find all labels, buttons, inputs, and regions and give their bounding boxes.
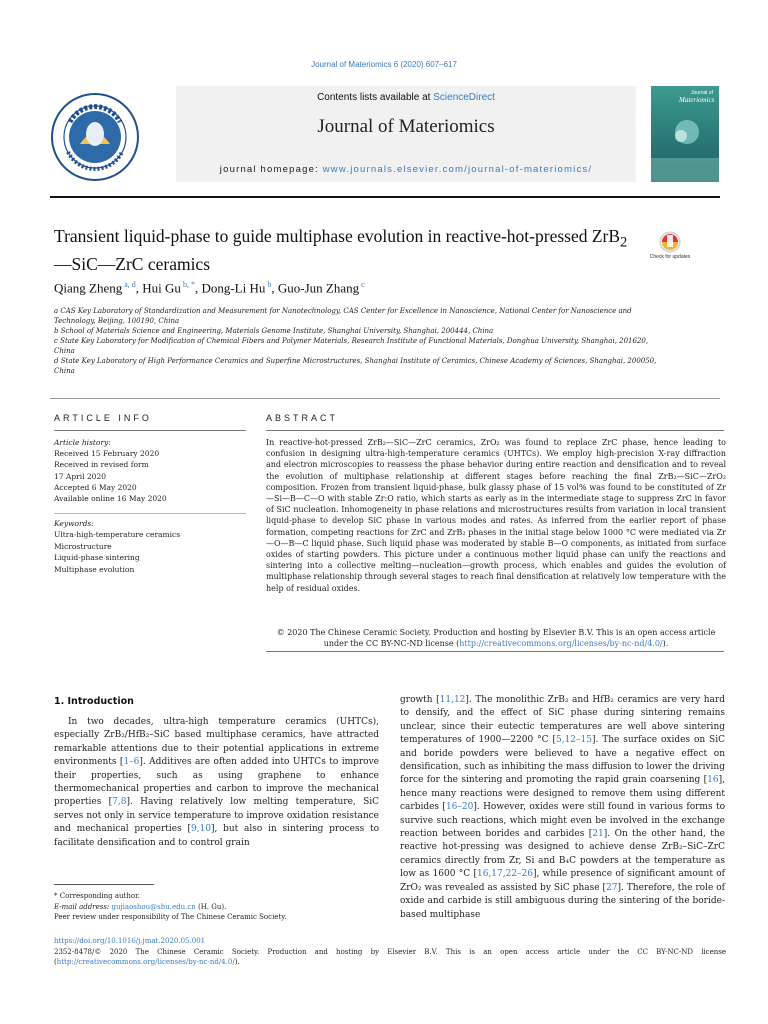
keyword-item: Liquid-phase sintering: [54, 553, 140, 563]
check-for-updates-icon[interactable]: [650, 230, 690, 270]
citation-link[interactable]: 16,17,22–26: [476, 869, 533, 880]
corresponding-author-note: * Corresponding author.: [54, 892, 140, 900]
history-accepted: Accepted 6 May 2020: [54, 482, 137, 492]
abstract-text: In reactive-hot-pressed ZrB₂—SiC—ZrC ceramics, ZrO₂ was found to replace ZrC phase, hence leading to confusion in designing ultra-high-temperature ceramics (UHTCs). We employ high-precision X-ray diffraction and electron microscopies to reassess the phase behavior during entire reaction and densification and to reveal the evolution of multiphase relationship at different stages before reaching the final ZrB₂—SiC—ZrO₂ composition. Frozen from transient liquid-phase, bulk glassy phase of 15 vol% was found to be constituted of Zr—Si—B—C—O with stable Zr:O ratio, which starts as early as in the intermediate stage to suppress ZrC in favor of SiC nucleation. Inhomogeneity in phase relations and microstructures results from variation in local transient liquid-phase to develop SiC phase in various modes and rates. As inferred from the earlier report of phase formation, competing reactions for ZrC and ZrB₂ phases in the initial stage below 1000 °C were mediated via Zr—O—B—C liquid phase. Such liquid phase was moderated by stable B—O components, as initiated from surface oxides of starting powders. This picture under a continuous mother liquid phase can unify the reactions and sintering into a collective melting—nucleation—growth process, which enables and guides the evolution of multiphase relationship through several stages to reach final densification at relatively low temperature with the help of residual oxides.: [266, 438, 726, 593]
author-4[interactable]: Guo-Jun Zhang: [277, 280, 360, 296]
abstract-rule: [266, 430, 724, 431]
citation-link[interactable]: 16–20: [445, 802, 474, 813]
journal-header: [50, 86, 720, 190]
history-online: Available online 16 May 2020: [54, 494, 167, 504]
bottom-license-link[interactable]: http://creativecommons.org/licenses/by-nc-nd/4.0/: [56, 958, 235, 966]
affiliations: [54, 306, 664, 376]
keyword-item: Microstructure: [54, 541, 112, 551]
keywords-label: Keywords:: [54, 519, 94, 528]
email-link[interactable]: gujiaoshou@shu.edu.cn: [111, 902, 196, 911]
footnote: * Corresponding author. E-mail address: gujiaoshou@shu.edu.cn (H. Gu). Peer review under responsibility of The Chinese Ceramic Society.: [54, 891, 384, 923]
peer-review-note: Peer review under responsibility of The Chinese Ceramic Society.: [54, 913, 287, 921]
author-2[interactable]: Hui Gu: [142, 280, 181, 296]
journal-citation[interactable]: Journal of Materiomics 6 (2020) 607–617: [311, 60, 457, 69]
journal-homepage: journal homepage: www.journals.elsevier.com/journal-of-materiomics/: [219, 164, 593, 175]
citation-link[interactable]: 21: [592, 829, 604, 840]
intro-left-column: In two decades, ultra-high temperature ceramics (UHTCs), especially ZrB₂/HfB₂–SiC based multiphase ceramics, have attracted remarkable attentions due to their potential applications in extreme environments [1–6]. Additives are often added into UHTCs to improve their properties, such as using graphene to enhance thermomechanical properties and carbon to improve the mechanical properties [7,8]. Having relatively low melting temperature, SiC serves not only in service temperature to improve oxidation resistance and mechanical properties [9,10], but also in sintering process to facilitate densification and to control grain: [54, 717, 380, 848]
abstract-end-rule: [266, 651, 724, 652]
citation-link[interactable]: 16: [707, 775, 719, 786]
history-label: Article history:: [54, 438, 111, 447]
citation-link[interactable]: 9,10: [190, 824, 212, 835]
check-for-updates-label[interactable]: Check for updates: [649, 254, 691, 260]
keywords-rule: [54, 513, 246, 514]
author-1[interactable]: Qiang Zheng: [54, 280, 123, 296]
affiliation-a: a CAS Key Laboratory of Standardization and Measurement for Nanotechnology, CAS Center for Excellence in Nanoscience, National Center for Nanoscience and Technology, Beijing, 100190, China: [54, 307, 632, 325]
history-revised: Received in revised form: [54, 460, 149, 470]
citation-link[interactable]: 1–6: [123, 757, 140, 768]
cover-text-2: Materiomics: [679, 96, 715, 104]
footnote-rule: [54, 884, 154, 885]
article-info-rule: [54, 430, 246, 431]
citation-link[interactable]: 5,12–15: [555, 735, 592, 746]
journal-header-box: [176, 86, 636, 182]
journal-cover-thumbnail[interactable]: [651, 86, 719, 182]
affiliation-d: d State Key Laboratory of High Performance Ceramics and Superfine Microstructures, Shanghai Institute of Ceramics, Chinese Academy of Sciences, Shanghai, 200050, China: [54, 357, 657, 375]
citation-link[interactable]: 7,8: [112, 797, 127, 808]
article-history: [54, 437, 246, 504]
intro-right-column: growth [11,12]. The monolithic ZrB₂ and HfB₂ ceramics are very hard to densify, and the effect of SiC phase during sintering remains unclear, since their eutectic temperatures are well above sintering temperatures of 1900—2200 °C [5,12–15]. The surface oxides on SiC and boride powders were believed to have a negative effect on densification, such as inhibiting the mass diffusion to lower the driving force for the sintering and promoting the rapid grain coarsening [16], hence many reactions were designed to remove them using different carbides [16–20]. However, oxides were still found in various forms to survive such reactions, which might even be involved in the exchange reaction between borides and carbides [21]. On the other hand, the reactive hot-pressing was designed to achieve dense ZrB₂–SiC–ZrC ceramics directly from Zr, Si and B₄C powders at the temperature as low as 1600 °C [16,17,22–26], while presence of significant amount of ZrO₂ was revealed as assisted by SiC phase [27]. Therefore, the role of oxide and carbide is still ambiguous during the sintering of the boride-based multiphase: [400, 695, 725, 920]
contents-line: Contents lists available at ScienceDirect: [317, 92, 495, 103]
author-list: Qiang Zheng $^{a, d}$, Hui Gu $^{b, *}$, Dong-Li Hu $^b$, Guo-Jun Zhang $^c$: [54, 280, 365, 296]
cover-text-1: Journal of: [691, 90, 713, 96]
affiliation-c: c State Key Laboratory for Modification of Chemical Fibers and Polymer Materials, Research Institute of Functional Materials, Donghua University, Shanghai, 201620, China: [54, 337, 649, 355]
citation-link[interactable]: 11,12: [439, 695, 466, 705]
article-title: Transient liquid-phase to guide multiphase evolution in reactive-hot-pressed ZrB$_2$—SiC—ZrC ceramics: [54, 226, 628, 274]
journal-homepage-link[interactable]: www.journals.elsevier.com/journal-of-materiomics/: [322, 164, 593, 175]
article-info-heading: ARTICLE INFO: [54, 413, 152, 423]
header-rule: [50, 196, 720, 198]
citation-link[interactable]: 27: [606, 882, 618, 893]
affiliation-b: b School of Materials Science and Engineering, Materials Genome Institute, Shanghai University, Shanghai, 200444, China: [54, 327, 494, 335]
history-received: Received 15 February 2020: [54, 449, 160, 459]
section-rule: [50, 398, 720, 399]
keyword-item: Ultra-high-temperature ceramics: [54, 530, 181, 540]
journal-title: Journal of Materiomics: [317, 116, 495, 137]
society-seal-icon: [50, 92, 140, 182]
keyword-item: Multiphase evolution: [54, 564, 135, 574]
license-link[interactable]: http://creativecommons.org/licenses/by-nc-nd/4.0/: [459, 639, 663, 648]
abstract-copyright: © 2020 The Chinese Ceramic Society. Production and hosting by Elsevier B.V. This is an open access article under the CC BY-NC-ND license (http://creativecommons.org/licenses/by-nc-nd/4.0/).: [276, 628, 716, 648]
sciencedirect-link[interactable]: ScienceDirect: [433, 92, 495, 103]
abstract-heading: ABSTRACT: [266, 413, 339, 423]
history-revised-date: 17 April 2020: [54, 471, 106, 481]
introduction-heading: 1. Introduction: [54, 696, 134, 707]
page-bottom-info: https://doi.org/10.1016/j.jmat.2020.05.001 2352-8478/© 2020 The Chinese Ceramic Society. Production and hosting by Elsevier B.V. This is an open access article under the CC BY-NC-ND license (http://creativecommons.org/licenses/by-nc-nd/4.0/).: [54, 937, 726, 966]
doi-link[interactable]: https://doi.org/10.1016/j.jmat.2020.05.001: [54, 937, 206, 945]
author-3[interactable]: Dong-Li Hu: [201, 280, 266, 296]
keywords: [54, 518, 246, 575]
